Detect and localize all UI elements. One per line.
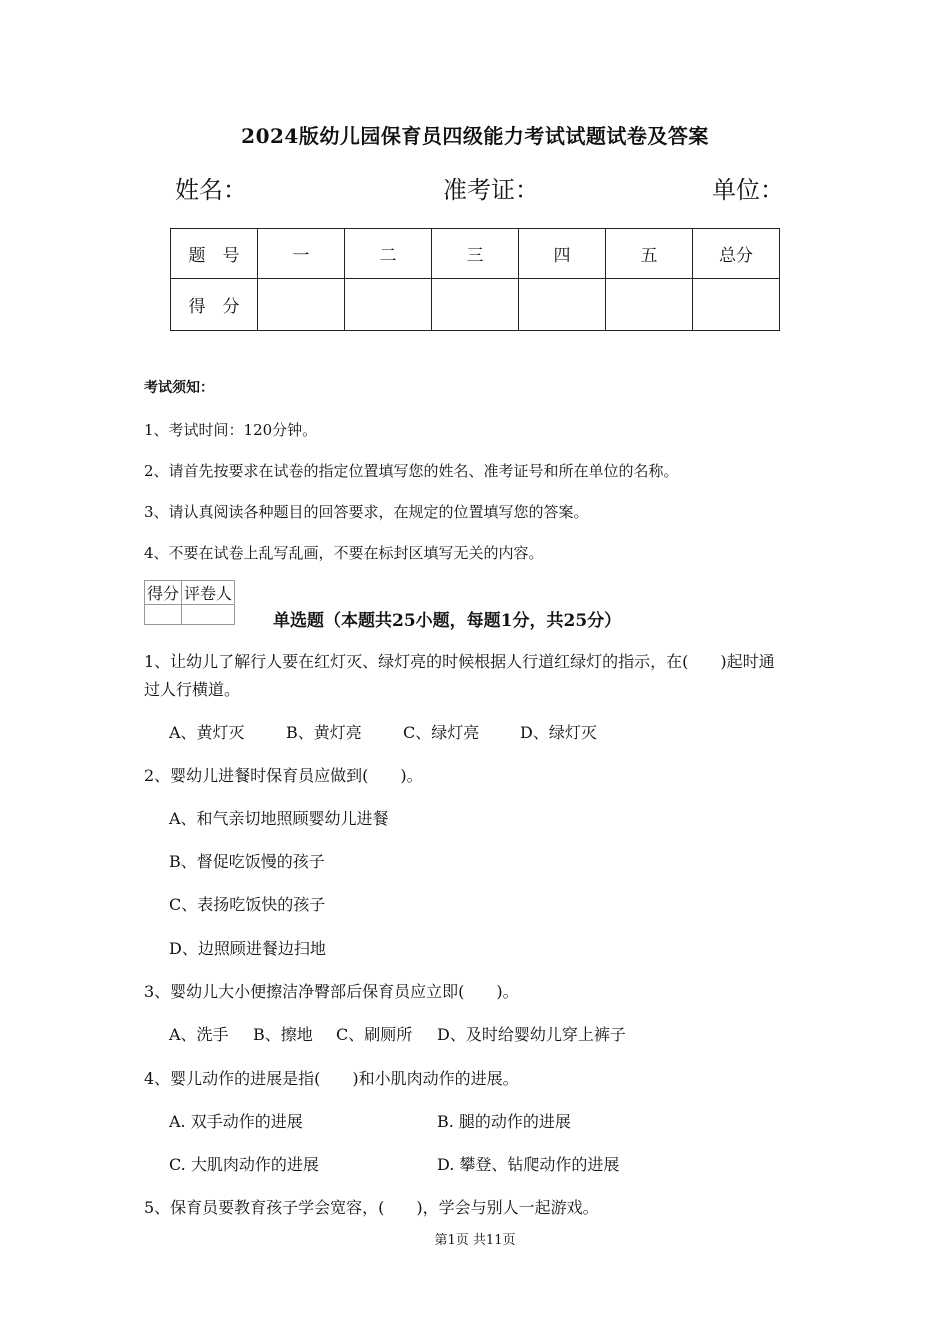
question-1-option-d: D、绿灯灭 [520, 723, 597, 742]
question-1-text-cont: 过人行横道。 [144, 680, 241, 699]
document-title: 2024版幼儿园保育员四级能力考试试题试卷及答案 [241, 124, 709, 148]
notice-item: 2、请首先按要求在试卷的指定位置填写您的姓名、准考证号和所在单位的名称。 [144, 462, 679, 480]
grader-score-cell[interactable] [145, 605, 182, 625]
score-table-cell: 得 分 [171, 279, 258, 331]
question-4-text: 4、婴儿动作的进展是指( )和小肌肉动作的进展。 [144, 1069, 519, 1088]
score-table-cell: 总分 [693, 229, 780, 279]
exam-id-field-label: 准考证： [443, 176, 539, 204]
score-table-score-row [171, 279, 780, 331]
score-input-cell[interactable] [345, 279, 432, 331]
score-table [170, 228, 780, 331]
question-3-option-b: B、擦地 [253, 1025, 313, 1044]
notice-heading: 考试须知： [144, 380, 214, 396]
question-2-option-b: B、督促吃饭慢的孩子 [169, 852, 325, 871]
question-4-option-b: B. 腿的动作的进展 [437, 1112, 571, 1131]
grader-name-label: 评卷人 [182, 581, 235, 605]
notice-item: 1、考试时间：120分钟。 [144, 421, 318, 439]
question-5-text: 5、保育员要教育孩子学会宽容，( )，学会与别人一起游戏。 [144, 1198, 599, 1217]
question-2-option-a: A、和气亲切地照顾婴幼儿进餐 [169, 809, 389, 828]
score-table-cell: 四 [519, 229, 606, 279]
question-1-option-b: B、黄灯亮 [286, 723, 362, 742]
score-input-cell[interactable] [432, 279, 519, 331]
score-table-cell: 一 [258, 229, 345, 279]
question-4-option-d: D. 攀登、钻爬动作的进展 [437, 1155, 620, 1174]
score-table-cell: 题 号 [171, 229, 258, 279]
score-table-cell: 二 [345, 229, 432, 279]
score-table-header-row [171, 229, 780, 279]
question-1-option-a: A、黄灯灭 [169, 723, 245, 742]
notice-item: 3、请认真阅读各种题目的回答要求，在规定的位置填写您的答案。 [144, 503, 589, 521]
question-1-text: 1、让幼儿了解行人要在红灯灭、绿灯亮的时候根据人行道红绿灯的指示，在( )起时通 [144, 652, 775, 671]
question-4-option-a: A. 双手动作的进展 [169, 1112, 303, 1131]
score-table-cell: 五 [606, 229, 693, 279]
question-2-option-c: C、表扬吃饭快的孩子 [169, 895, 326, 914]
grader-score-label: 得分 [145, 581, 182, 605]
question-3-option-c: C、刷厕所 [336, 1025, 413, 1044]
question-2-option-d: D、边照顾进餐边扫地 [169, 939, 326, 958]
grader-name-cell[interactable] [182, 605, 235, 625]
question-3-option-a: A、洗手 [169, 1025, 229, 1044]
name-field-label: 姓名： [175, 176, 247, 204]
score-input-cell[interactable] [606, 279, 693, 331]
score-table-cell: 三 [432, 229, 519, 279]
score-input-cell[interactable] [258, 279, 345, 331]
section-title: 单选题（本题共25小题，每题1分，共25分） [273, 611, 622, 631]
question-1-option-c: C、绿灯亮 [403, 723, 480, 742]
question-3-text: 3、婴幼儿大小便擦洁净臀部后保育员应立即( )。 [144, 982, 519, 1001]
question-4-option-c: C. 大肌肉动作的进展 [169, 1155, 319, 1174]
score-input-cell[interactable] [519, 279, 606, 331]
score-input-cell[interactable] [693, 279, 780, 331]
question-2-text: 2、婴幼儿进餐时保育员应做到( )。 [144, 766, 423, 785]
notice-item: 4、不要在试卷上乱写乱画，不要在标封区填写无关的内容。 [144, 544, 544, 562]
grader-box [144, 580, 235, 625]
question-3-option-d: D、及时给婴幼儿穿上裤子 [437, 1025, 626, 1044]
page-footer: 第1页 共11页 [434, 1233, 516, 1248]
unit-field-label: 单位： [712, 176, 784, 204]
